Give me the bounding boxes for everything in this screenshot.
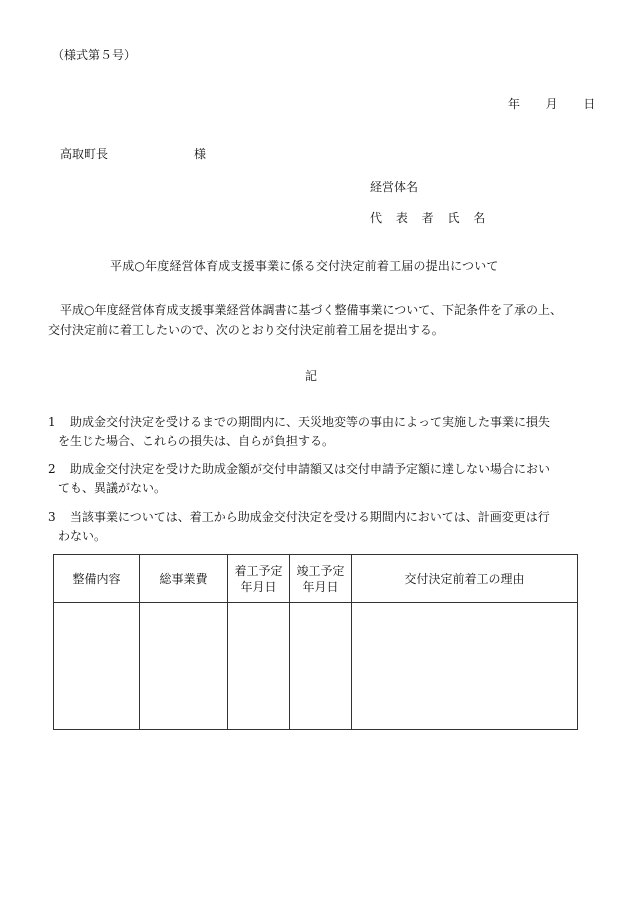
condition-number: 1	[48, 415, 56, 429]
date-day: 日	[583, 97, 596, 111]
cell-completion-date[interactable]	[290, 603, 352, 730]
header-start-date: 着工予定 年月日	[228, 555, 290, 603]
condition-item	[48, 413, 588, 451]
header-completion-date: 竣工予定 年月日	[290, 555, 352, 603]
form-number: （様式第５号）	[52, 48, 137, 62]
cell-total-cost[interactable]	[140, 603, 228, 730]
condition-text-line-2: わない。	[58, 529, 107, 543]
condition-text-line-2: を生じた場合、これらの損失は、自らが負担する。	[58, 434, 335, 448]
date-year: 年	[508, 97, 521, 111]
condition-text-line-1: 当該事業については、着工から助成金交付決定を受ける期間内においては、計画変更は行	[70, 510, 550, 524]
body-line-2: 交付決定前に着工したいので、次のとおり交付決定前着工届を提出する。	[48, 323, 444, 337]
document-subject: 平成○年度経営体育成支援事業に係る交付決定前着工届の提出について	[110, 259, 499, 273]
representative-label: 代 表 者 氏 名	[370, 211, 491, 225]
condition-text-line-1: 助成金交付決定を受けるまでの期間内に、天災地変等の事由によって実施した事業に損失	[70, 415, 551, 429]
header-work-content: 整備内容	[54, 555, 140, 603]
condition-text-line-2: ても、異議がない。	[58, 481, 167, 495]
work-details-table	[53, 554, 578, 730]
cell-start-date[interactable]	[228, 603, 290, 730]
condition-number: 3	[48, 510, 56, 524]
condition-number: 2	[48, 462, 56, 476]
body-line-1: 平成○年度経営体育成支援事業経営体調書に基づく整備事業について、下記条件を了承の上、	[60, 303, 562, 317]
org-name-label: 経営体名	[370, 180, 419, 194]
header-total-cost: 総事業費	[140, 555, 228, 603]
cell-reason[interactable]	[352, 603, 578, 730]
condition-text-line-1: 助成金交付決定を受けた助成金額が交付申請額又は交付申請予定額に達しない場合におい	[70, 462, 551, 476]
table-row	[54, 603, 578, 730]
addressee	[60, 145, 206, 162]
ki-heading: 記	[305, 369, 318, 383]
date-month: 月	[545, 97, 558, 111]
addressee-name: 高取町長	[60, 147, 109, 161]
table-header-row	[54, 555, 578, 603]
cell-work-content[interactable]	[54, 603, 140, 730]
header-reason: 交付決定前着工の理由	[352, 555, 578, 603]
date-line	[508, 95, 595, 112]
condition-item	[48, 460, 588, 498]
body-paragraph	[48, 300, 588, 340]
condition-item	[48, 508, 588, 546]
addressee-honorific: 様	[194, 147, 207, 161]
